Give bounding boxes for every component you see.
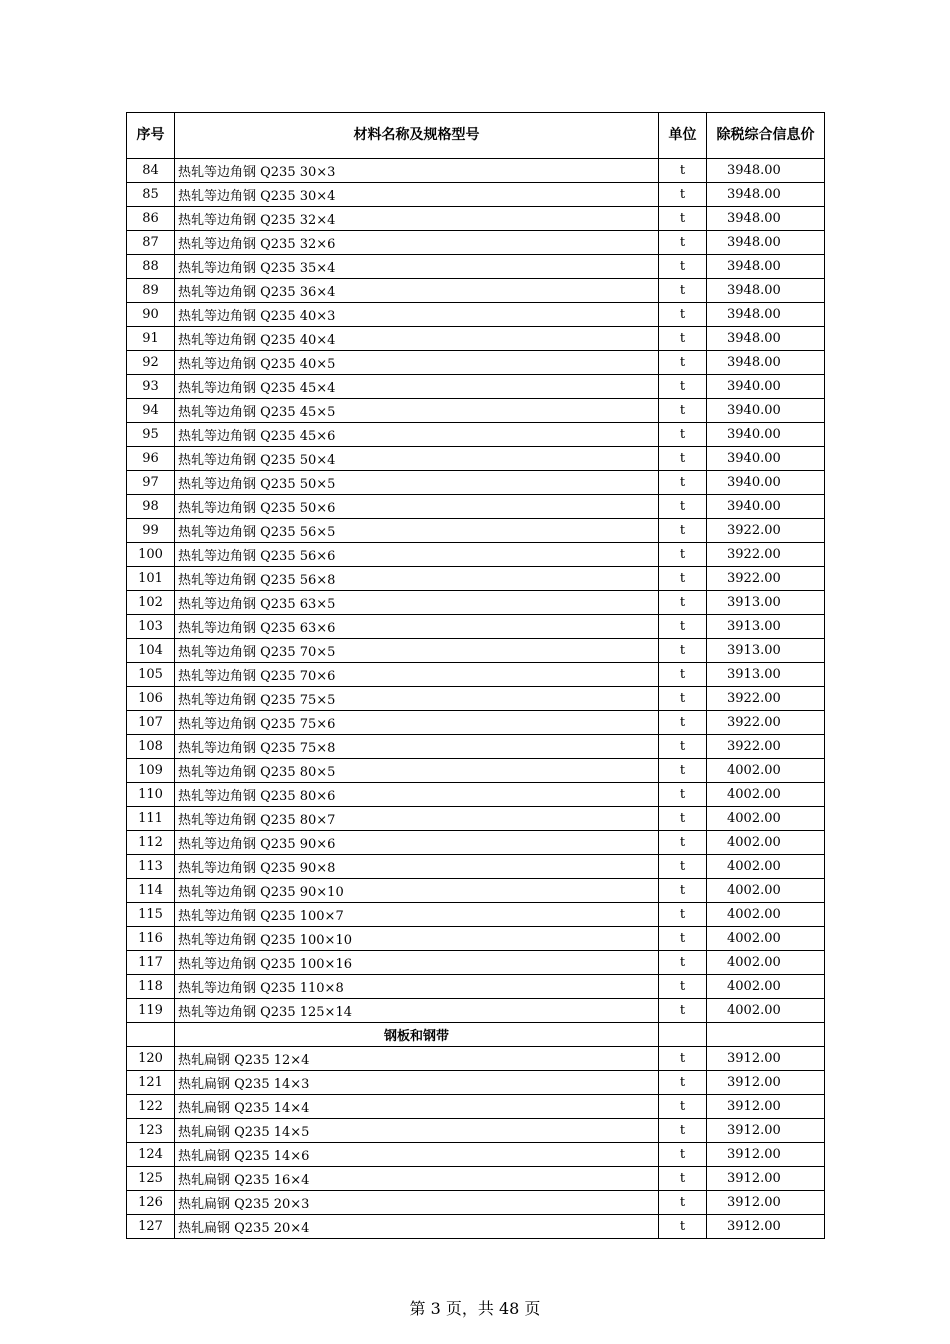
cell-unit: t: [659, 495, 707, 519]
cell-name: 热轧等边角钢 Q235 90×8: [175, 855, 659, 879]
cell-unit: t: [659, 207, 707, 231]
table-row: [127, 951, 825, 975]
cell-no: 126: [127, 1191, 175, 1215]
cell-price: 3922.00: [707, 543, 825, 567]
table-row: [127, 759, 825, 783]
cell-price: 4002.00: [707, 975, 825, 999]
cell-no: 99: [127, 519, 175, 543]
cell-unit: t: [659, 1095, 707, 1119]
table-row: [127, 1071, 825, 1095]
table-row: [127, 255, 825, 279]
cell-unit: t: [659, 255, 707, 279]
table-row: [127, 183, 825, 207]
cell-no: 106: [127, 687, 175, 711]
page-number: 第 3 页，共 48 页: [409, 1299, 541, 1318]
cell-name: 热轧扁钢 Q235 14×6: [175, 1143, 659, 1167]
cell-name: 热轧等边角钢 Q235 45×5: [175, 399, 659, 423]
cell-name: 热轧等边角钢 Q235 80×5: [175, 759, 659, 783]
cell-unit: t: [659, 1143, 707, 1167]
table-row: [127, 1143, 825, 1167]
cell-unit: t: [659, 1215, 707, 1239]
cell-price: 3948.00: [707, 159, 825, 183]
cell-no: 112: [127, 831, 175, 855]
cell-no: 125: [127, 1167, 175, 1191]
cell-name: 热轧等边角钢 Q235 75×6: [175, 711, 659, 735]
cell-no: 92: [127, 351, 175, 375]
cell-price: 4002.00: [707, 951, 825, 975]
cell-price: 4002.00: [707, 855, 825, 879]
table-row: [127, 1119, 825, 1143]
cell-price: 3912.00: [707, 1167, 825, 1191]
cell-price: 3912.00: [707, 1047, 825, 1071]
cell-price: 3922.00: [707, 711, 825, 735]
cell-no: 107: [127, 711, 175, 735]
cell-no: 100: [127, 543, 175, 567]
table-row: [127, 687, 825, 711]
cell-unit: t: [659, 687, 707, 711]
cell-no: 102: [127, 591, 175, 615]
cell-name: 热轧等边角钢 Q235 35×4: [175, 255, 659, 279]
table-row: [127, 1215, 825, 1239]
cell-name: 热轧等边角钢 Q235 80×7: [175, 807, 659, 831]
cell-unit: t: [659, 735, 707, 759]
cell-price: 3922.00: [707, 519, 825, 543]
table-row: [127, 207, 825, 231]
table-row: [127, 999, 825, 1023]
cell-name: 热轧等边角钢 Q235 32×4: [175, 207, 659, 231]
cell-unit: t: [659, 1167, 707, 1191]
cell-price: 3948.00: [707, 279, 825, 303]
col-header-price: 除税综合信息价: [707, 113, 825, 159]
table-row: [127, 591, 825, 615]
table-row: [127, 375, 825, 399]
cell-unit: t: [659, 159, 707, 183]
cell-no: 87: [127, 231, 175, 255]
cell-price: 4002.00: [707, 783, 825, 807]
cell-price: 4002.00: [707, 999, 825, 1023]
cell-unit: t: [659, 975, 707, 999]
cell-no: 118: [127, 975, 175, 999]
table-row: [127, 351, 825, 375]
cell-no: 127: [127, 1215, 175, 1239]
cell-no: 89: [127, 279, 175, 303]
cell-name: 热轧扁钢 Q235 20×4: [175, 1215, 659, 1239]
cell-no: 105: [127, 663, 175, 687]
col-header-unit: 单位: [659, 113, 707, 159]
table-row: [127, 423, 825, 447]
cell-no: 91: [127, 327, 175, 351]
cell-name: 热轧扁钢 Q235 20×3: [175, 1191, 659, 1215]
section-row: [127, 1023, 825, 1047]
cell-no: 111: [127, 807, 175, 831]
cell-price: 3913.00: [707, 663, 825, 687]
cell-name: 热轧扁钢 Q235 16×4: [175, 1167, 659, 1191]
cell-unit: t: [659, 903, 707, 927]
cell-name: 热轧扁钢 Q235 14×3: [175, 1071, 659, 1095]
cell-name: 热轧等边角钢 Q235 63×6: [175, 615, 659, 639]
cell-name: 热轧等边角钢 Q235 100×16: [175, 951, 659, 975]
cell-no: 94: [127, 399, 175, 423]
cell-name: 热轧等边角钢 Q235 56×5: [175, 519, 659, 543]
table-row: [127, 1095, 825, 1119]
cell-unit: t: [659, 183, 707, 207]
cell-name: 热轧等边角钢 Q235 110×8: [175, 975, 659, 999]
cell-unit: t: [659, 375, 707, 399]
cell-price: 3913.00: [707, 639, 825, 663]
cell-no: 86: [127, 207, 175, 231]
cell-unit: t: [659, 615, 707, 639]
cell-name: 热轧等边角钢 Q235 50×4: [175, 447, 659, 471]
cell-unit: t: [659, 831, 707, 855]
table-row: [127, 879, 825, 903]
cell-no: 103: [127, 615, 175, 639]
cell-price: 4002.00: [707, 807, 825, 831]
cell-name: 热轧等边角钢 Q235 56×6: [175, 543, 659, 567]
table-row: [127, 327, 825, 351]
table-row: [127, 543, 825, 567]
cell-name: 热轧等边角钢 Q235 70×6: [175, 663, 659, 687]
cell-unit: t: [659, 663, 707, 687]
cell-unit: t: [659, 1191, 707, 1215]
cell-unit: t: [659, 591, 707, 615]
cell-name: 热轧等边角钢 Q235 50×6: [175, 495, 659, 519]
cell-price: 3948.00: [707, 303, 825, 327]
table-row: [127, 663, 825, 687]
cell-no: 109: [127, 759, 175, 783]
cell-name: 热轧等边角钢 Q235 30×3: [175, 159, 659, 183]
col-header-name: 材料名称及规格型号: [175, 113, 659, 159]
table-row: [127, 615, 825, 639]
cell-no: 121: [127, 1071, 175, 1095]
cell-name: 热轧等边角钢 Q235 75×8: [175, 735, 659, 759]
cell-unit: t: [659, 471, 707, 495]
cell-price: 3912.00: [707, 1071, 825, 1095]
cell-price: 3922.00: [707, 687, 825, 711]
cell-price: 4002.00: [707, 759, 825, 783]
table-row: [127, 303, 825, 327]
cell-price: 3948.00: [707, 351, 825, 375]
cell-unit: t: [659, 1047, 707, 1071]
cell-price: 3940.00: [707, 375, 825, 399]
cell-price: 3940.00: [707, 423, 825, 447]
table-row: [127, 711, 825, 735]
cell-price: 3940.00: [707, 447, 825, 471]
cell-price: [707, 1023, 825, 1047]
table-row: [127, 447, 825, 471]
cell-no: 90: [127, 303, 175, 327]
table-row: [127, 471, 825, 495]
col-header-no: 序号: [127, 113, 175, 159]
table-row: [127, 1047, 825, 1071]
cell-name: 热轧等边角钢 Q235 80×6: [175, 783, 659, 807]
cell-name: 热轧扁钢 Q235 14×5: [175, 1119, 659, 1143]
table-row: [127, 975, 825, 999]
cell-name: 热轧等边角钢 Q235 40×3: [175, 303, 659, 327]
cell-name: 热轧等边角钢 Q235 100×7: [175, 903, 659, 927]
cell-no: 115: [127, 903, 175, 927]
cell-name: 热轧等边角钢 Q235 75×5: [175, 687, 659, 711]
cell-price: 4002.00: [707, 831, 825, 855]
cell-unit: t: [659, 519, 707, 543]
cell-no: 116: [127, 927, 175, 951]
cell-unit: t: [659, 927, 707, 951]
cell-price: 3948.00: [707, 255, 825, 279]
cell-name: 热轧等边角钢 Q235 45×4: [175, 375, 659, 399]
cell-price: 4002.00: [707, 903, 825, 927]
cell-price: 3940.00: [707, 399, 825, 423]
cell-name: 热轧等边角钢 Q235 36×4: [175, 279, 659, 303]
cell-name: 热轧扁钢 Q235 12×4: [175, 1047, 659, 1071]
cell-name: 热轧等边角钢 Q235 125×14: [175, 999, 659, 1023]
table-row: [127, 807, 825, 831]
cell-no: 96: [127, 447, 175, 471]
cell-name: 热轧等边角钢 Q235 100×10: [175, 927, 659, 951]
cell-price: 3940.00: [707, 495, 825, 519]
cell-unit: t: [659, 807, 707, 831]
cell-price: 4002.00: [707, 927, 825, 951]
cell-unit: t: [659, 567, 707, 591]
cell-price: 3912.00: [707, 1095, 825, 1119]
cell-no: 119: [127, 999, 175, 1023]
cell-no: 117: [127, 951, 175, 975]
cell-name: 热轧等边角钢 Q235 30×4: [175, 183, 659, 207]
cell-name: 热轧等边角钢 Q235 32×6: [175, 231, 659, 255]
table-row: [127, 519, 825, 543]
cell-no: 122: [127, 1095, 175, 1119]
cell-unit: t: [659, 1119, 707, 1143]
cell-price: 3922.00: [707, 735, 825, 759]
cell-unit: [659, 1023, 707, 1047]
cell-no: 123: [127, 1119, 175, 1143]
cell-unit: t: [659, 543, 707, 567]
cell-unit: t: [659, 423, 707, 447]
table-row: [127, 735, 825, 759]
cell-unit: t: [659, 327, 707, 351]
cell-name: 热轧等边角钢 Q235 40×5: [175, 351, 659, 375]
table-row: [127, 1167, 825, 1191]
cell-no: 108: [127, 735, 175, 759]
cell-price: 3922.00: [707, 567, 825, 591]
cell-price: 3948.00: [707, 327, 825, 351]
cell-price: 3948.00: [707, 231, 825, 255]
table-row: [127, 927, 825, 951]
cell-unit: t: [659, 999, 707, 1023]
cell-price: 3913.00: [707, 615, 825, 639]
cell-unit: t: [659, 879, 707, 903]
cell-price: 3912.00: [707, 1143, 825, 1167]
cell-name: 热轧等边角钢 Q235 40×4: [175, 327, 659, 351]
table-row: [127, 231, 825, 255]
cell-no: 88: [127, 255, 175, 279]
cell-no: 114: [127, 879, 175, 903]
cell-no: 120: [127, 1047, 175, 1071]
cell-no: 98: [127, 495, 175, 519]
cell-unit: t: [659, 231, 707, 255]
cell-unit: t: [659, 783, 707, 807]
table-row: [127, 567, 825, 591]
table-row: [127, 399, 825, 423]
table-row: [127, 639, 825, 663]
cell-name: 热轧等边角钢 Q235 90×10: [175, 879, 659, 903]
cell-price: 3940.00: [707, 471, 825, 495]
cell-no: 101: [127, 567, 175, 591]
table-row: [127, 903, 825, 927]
cell-name: 热轧等边角钢 Q235 45×6: [175, 423, 659, 447]
table-header-row: [127, 113, 825, 159]
cell-unit: t: [659, 759, 707, 783]
section-title: 钢板和钢带: [175, 1023, 659, 1047]
cell-no: 104: [127, 639, 175, 663]
cell-no: 93: [127, 375, 175, 399]
cell-unit: t: [659, 855, 707, 879]
cell-name: 热轧扁钢 Q235 14×4: [175, 1095, 659, 1119]
cell-name: 热轧等边角钢 Q235 50×5: [175, 471, 659, 495]
cell-no: [127, 1023, 175, 1047]
cell-no: 110: [127, 783, 175, 807]
table-row: [127, 783, 825, 807]
cell-unit: t: [659, 279, 707, 303]
cell-price: 4002.00: [707, 879, 825, 903]
cell-unit: t: [659, 447, 707, 471]
cell-name: 热轧等边角钢 Q235 56×8: [175, 567, 659, 591]
cell-price: 3948.00: [707, 183, 825, 207]
table-row: [127, 1191, 825, 1215]
cell-unit: t: [659, 1071, 707, 1095]
table-row: [127, 855, 825, 879]
price-table: [126, 112, 825, 1239]
table-row: [127, 159, 825, 183]
cell-no: 85: [127, 183, 175, 207]
table-row: [127, 495, 825, 519]
table-body: [127, 159, 825, 1239]
cell-price: 3912.00: [707, 1215, 825, 1239]
cell-unit: t: [659, 399, 707, 423]
cell-name: 热轧等边角钢 Q235 63×5: [175, 591, 659, 615]
cell-unit: t: [659, 351, 707, 375]
cell-name: 热轧等边角钢 Q235 90×6: [175, 831, 659, 855]
cell-unit: t: [659, 951, 707, 975]
cell-no: 113: [127, 855, 175, 879]
cell-no: 124: [127, 1143, 175, 1167]
cell-unit: t: [659, 303, 707, 327]
cell-price: 3912.00: [707, 1191, 825, 1215]
cell-price: 3948.00: [707, 207, 825, 231]
table-row: [127, 831, 825, 855]
cell-name: 热轧等边角钢 Q235 70×5: [175, 639, 659, 663]
cell-unit: t: [659, 639, 707, 663]
cell-no: 84: [127, 159, 175, 183]
cell-no: 95: [127, 423, 175, 447]
cell-price: 3913.00: [707, 591, 825, 615]
cell-price: 3912.00: [707, 1119, 825, 1143]
cell-no: 97: [127, 471, 175, 495]
table-row: [127, 279, 825, 303]
cell-unit: t: [659, 711, 707, 735]
